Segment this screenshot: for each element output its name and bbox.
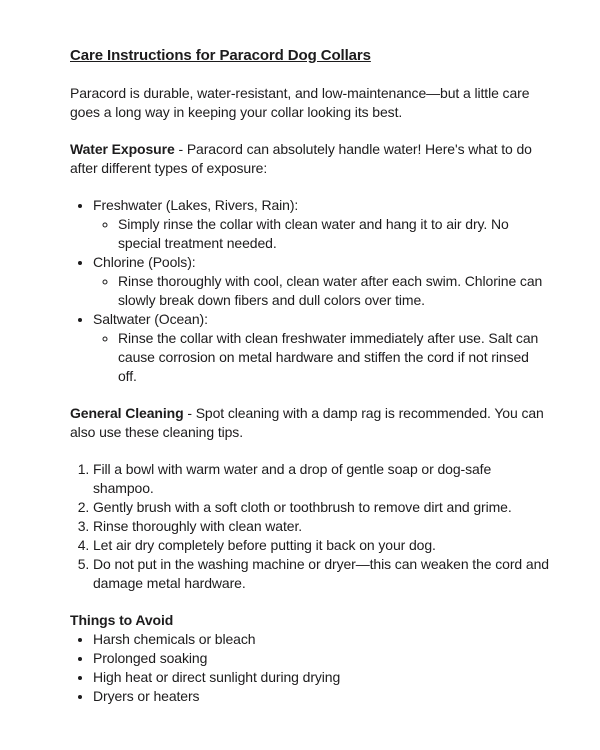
step-item [93,498,550,517]
list-item-saltwater [93,310,550,386]
intro-paragraph: Paracord is durable, water-resistant, and low-maintenance—but a little care goes a long way in keeping your collar looking its best. [70,85,530,120]
general-cleaning-paragraph [70,404,550,442]
water-exposure-paragraph [70,140,550,178]
avoid-text: Prolonged soaking [93,650,208,666]
list-item-freshwater [93,196,550,253]
water-exposure-list [70,196,550,386]
step-text: Let air dry completely before putting it back on your dog. [93,537,436,553]
bullet-label: Chlorine (Pools): [93,254,196,270]
general-cleaning-lead: - Spot cleaning with a damp rag is recommended. You can also use these cleaning tips. [70,405,544,440]
water-exposure-heading: Water Exposure [70,141,175,157]
freshwater-sublist [93,215,550,253]
bullet-label: Freshwater (Lakes, Rivers, Rain): [93,197,299,213]
step-item [93,536,550,555]
bullet-detail: Simply rinse the collar with clean water and hang it to air dry. No special treatment needed. [118,216,509,251]
avoid-item [93,687,550,706]
step-item [93,517,550,536]
avoid-item [93,630,550,649]
saltwater-sublist [93,329,550,386]
bullet-detail: Rinse the collar with clean freshwater immediately after use. Salt can cause corrosion on metal hardware and stiffen the cord if not rinsed off. [118,330,539,384]
list-subitem [118,272,550,310]
avoid-item [93,668,550,687]
avoid-text: High heat or direct sunlight during drying [93,669,341,685]
step-text: Do not put in the washing machine or dryer—this can weaken the cord and damage metal hardware. [93,556,549,591]
step-item [93,555,550,593]
bullet-detail: Rinse thoroughly with cool, clean water after each swim. Chlorine can slowly break down fibers and dull colors over time. [118,273,543,308]
step-item [93,460,550,498]
list-subitem [118,215,550,253]
avoid-text: Harsh chemicals or bleach [93,631,256,647]
chlorine-sublist [93,272,550,310]
bullet-label: Saltwater (Ocean): [93,311,208,327]
list-item-chlorine [93,253,550,310]
things-to-avoid-heading: Things to Avoid [70,612,174,628]
general-cleaning-heading: General Cleaning [70,405,184,421]
water-exposure-lead: - Paracord can absolutely handle water! Here's what to do after different types of exposure: [70,141,532,176]
step-text: Rinse thoroughly with clean water. [93,518,303,534]
step-text: Gently brush with a soft cloth or toothbrush to remove dirt and grime. [93,499,512,515]
avoid-item [93,649,550,668]
things-to-avoid-list [70,630,550,706]
avoid-text: Dryers or heaters [93,688,200,704]
step-text: Fill a bowl with warm water and a drop of gentle soap or dog-safe shampoo. [93,461,492,496]
things-to-avoid-paragraph [70,611,550,630]
page-title: Care Instructions for Paracord Dog Collars [70,47,371,64]
cleaning-steps-list [70,460,550,593]
list-subitem [118,329,550,386]
